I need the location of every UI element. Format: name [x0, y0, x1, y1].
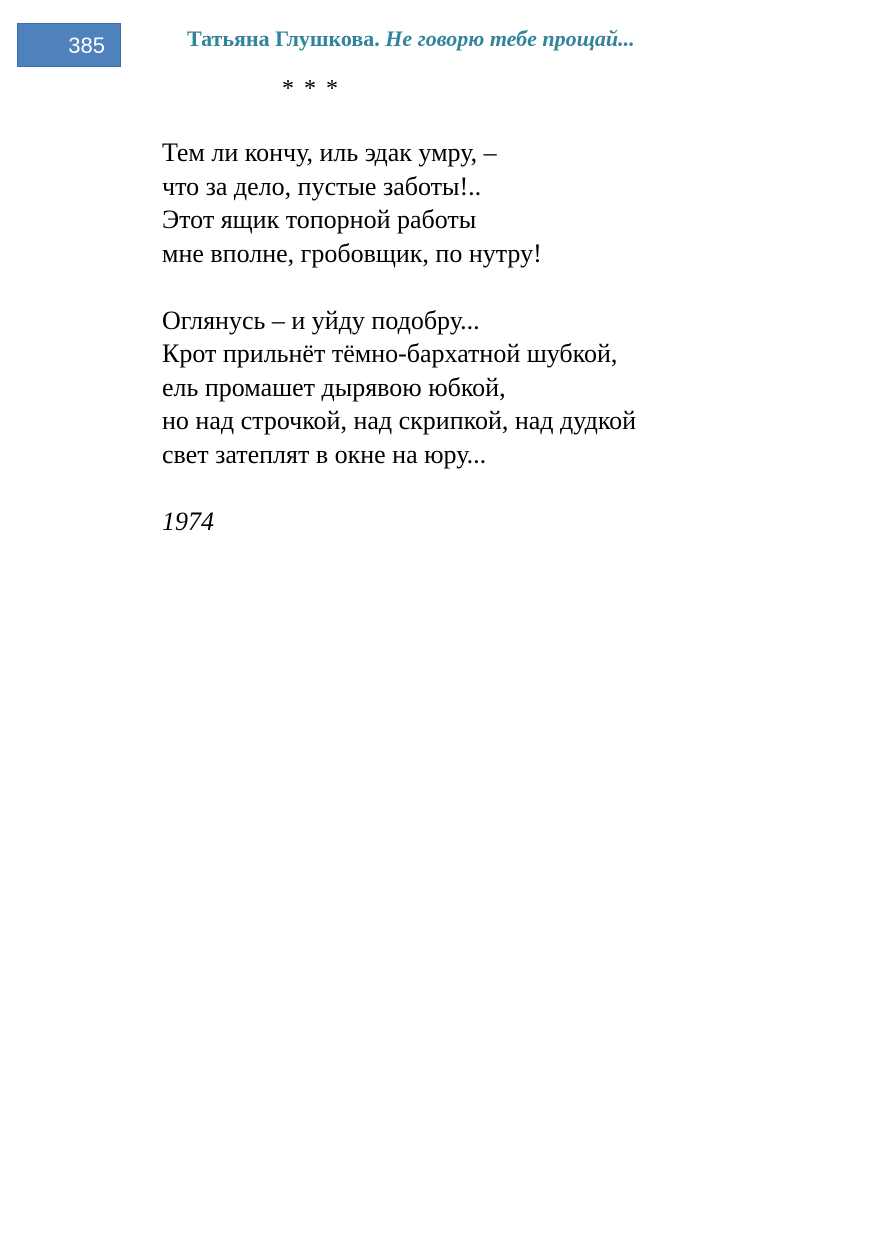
poem-separator: * * *: [282, 76, 340, 102]
poem-line: ель промашет дырявою юбкой,: [162, 372, 506, 402]
stanza-1: [162, 136, 636, 270]
page-number-badge: 385: [17, 23, 121, 67]
poem-line: что за дело, пустые заботы!..: [162, 171, 482, 201]
poem-line: Крот прильнёт тёмно-бархатной шубкой,: [162, 339, 618, 368]
running-header: [187, 24, 635, 54]
poem-body: [162, 136, 636, 538]
poem-line: мне вполне, гробовщик, по нутру!: [162, 238, 542, 268]
poem-line: но над строчкой, над скрипкой, над дудкой: [162, 406, 637, 435]
header-book-title: Не говорю тебе прощай...: [385, 26, 635, 51]
poem-line: Оглянусь – и уйду подобру...: [162, 305, 480, 335]
stanza-2: [162, 304, 636, 472]
poem-year: 1974: [162, 506, 214, 536]
header-author: Татьяна Глушкова.: [187, 26, 380, 51]
poem-line: Тем ли кончу, иль эдак умру, –: [162, 138, 497, 167]
poem-line: свет затеплят в окне на юру...: [162, 439, 487, 469]
poem-line: Этот ящик топорной работы: [162, 205, 477, 234]
